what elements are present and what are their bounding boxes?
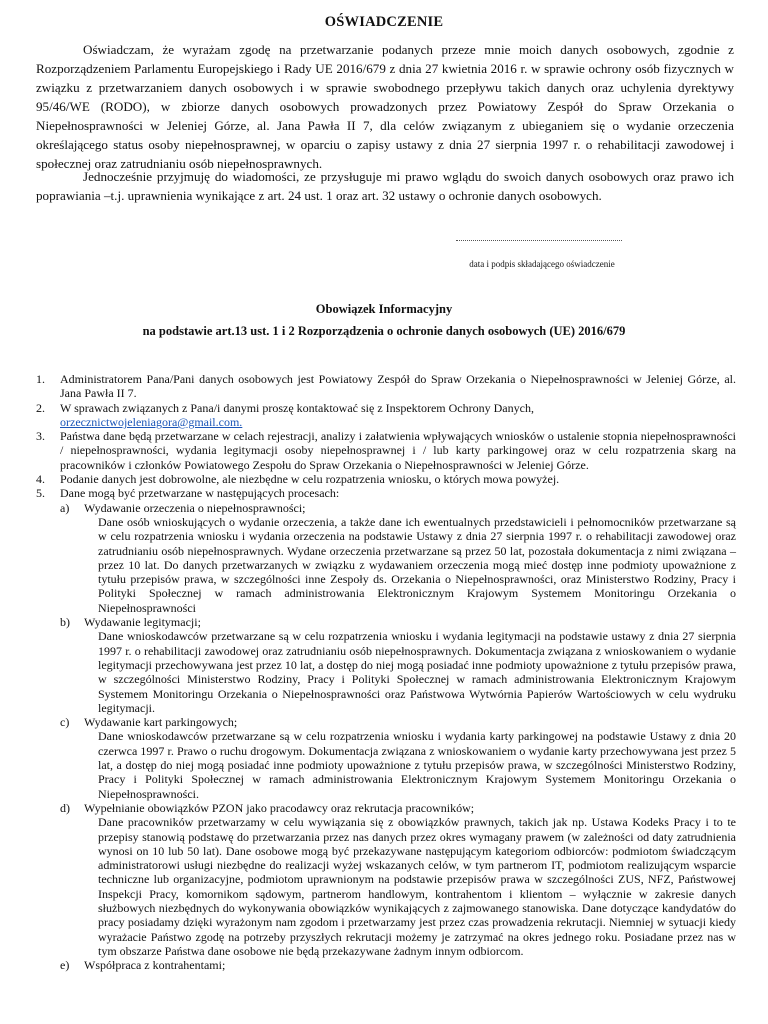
sub-letter: b): [60, 615, 70, 630]
signature-line: [456, 240, 622, 241]
list-item: [36, 472, 736, 486]
sub-letter: d): [60, 800, 70, 815]
list-text: Dane mogą być przetwarzane w następujących procesach:: [60, 486, 340, 501]
email-link[interactable]: orzecznictwojeleniagora@gmail.com.: [60, 414, 243, 429]
sub-item-d: [60, 801, 736, 958]
list-number: 3.: [36, 429, 45, 444]
sub-letter: c): [60, 715, 70, 730]
sub-item-e: [60, 958, 736, 972]
sub-item-c: [60, 715, 736, 801]
list-item: [36, 486, 736, 972]
sub-letter: a): [60, 500, 70, 515]
list-item: [36, 429, 736, 472]
consent-paragraph-2: Jednocześnie przyjmuję do wiadomości, ze przysługuje mi prawo wglądu do swoich danych osobowych oraz prawo ich poprawiania –t.j. uprawnienia wynikające z art. 24 ust. 1 oraz art. 32 ustawy o ochronie danych osobowych.: [36, 169, 734, 203]
signature-caption: data i podpis składającego oświadczenie: [469, 259, 615, 269]
consent-paragraph-1: Oświadczam, że wyrażam zgodę na przetwarzanie podanych przeze mnie moich danych osobowych, zgodnie z Rozporządzeniem Parlamentu Europejskiego i Rady UE 2016/679 z dnia 27 kwietnia 2016 r. w sprawie ochrony osób fizycznych w związku z przetwarzaniem danych osobowych i w sprawie swobodnego przepływu takich danych oraz uchylenia dyrektywy 95/46/WE (RODO), w zbiorze danych osobowych prowadzonych przez Powiatowy Zespół do Spraw Orzekania o Niepełnosprawności w Jeleniej Górze, al. Jana Pawła II 7, dla celów związanym z ubieganiem się o wydanie orzeczenia określającego status osoby niepełnosprawnej, w oparciu o zapisy ustawy z dnia 27 sierpnia 1997 r. o rehabilitacji zawodowej i społecznej oraz zatrudnianiu osób niepełnosprawnych.: [36, 42, 734, 171]
sub-heading: Wydawanie orzeczenia o niepełnosprawności;: [84, 500, 306, 515]
list-number: 4.: [36, 472, 45, 487]
list-text: Administratorem Pana/Pani danych osobowych jest Powiatowy Zespół do Spraw Orzekania o Niepełnosprawności w Jeleniej Górze, al. Jana Pawła II 7.: [60, 372, 736, 401]
sub-item-a: [60, 501, 736, 615]
sub-heading: Wydawanie legitymacji;: [84, 615, 201, 630]
sub-heading: Współpraca z kontrahentami;: [84, 958, 226, 973]
info-title: Obowiązek Informacyjny: [315, 302, 453, 316]
sub-body: Dane osób wnioskujących o wydanie orzeczenia, a także dane ich ewentualnych przedstawicieli i pełnomocników przetwarzane są w celu rozpatrzenia wniosku i wydania orzeczenia na podstawie Ustawy z dnia 27 sierpnia 1997 r. o rehabilitacji zawodowej oraz zatrudnianiu osób niepełnosprawnych. Wydane orzeczenia przetwarzane są przez 50 lat, pozostała dokumentacja z nimi związana – przez 10 lat. Do danych przetwarzanych w związku z wydawaniem orzeczenia mogą mieć dostęp inne podmioty upoważnione z tytułu przepisów prawa, w szczególności inne Zespoły ds. Orzekania o Niepełnosprawności, oraz Ministerstwo Rodziny, Pracy i Polityki Społecznej w ramach administrowania Elektronicznym Krajowym Systemem Monitoringu Orzekania o Niepełnosprawności: [98, 514, 736, 615]
info-list: [36, 372, 736, 972]
list-text: W sprawach związanych z Pana/i danymi proszę kontaktować się z Inspektorem Ochrony Danych,: [60, 400, 534, 415]
sub-body: Dane wnioskodawców przetwarzane są w celu rozpatrzenia wniosku i wydania karty parkingowej na podstawie Ustawy z dnia 20 czerwca 1997 r. Prawo o ruchu drogowym. Dokumentacja związana z wnioskowaniem o wydanie karty przechowywana jest przez 5 lat, a dostęp do niej mogą posiadać inne podmioty upoważnione z tytułu przepisów prawa, w szczególności Ministerstwo Rodziny, Pracy i Polityki Społecznej w ramach administrowania Elektronicznym Krajowym Systemem Monitoringu Orzekania o Niepełnosprawności.: [98, 729, 736, 801]
list-item: [36, 372, 736, 401]
list-text: Państwa dane będą przetwarzane w celach rejestracji, analizy i załatwienia wpływających wniosków o ustalenie stopnia niepełnosprawności / niepełnosprawności, wydania legitymacji osoby niepełnosprawnej i / lub karty parkingowej oraz w celu rozpatrzenia skarg na pracowników i członków Powiatowego Zespołu do Spraw Orzekania o Niepełnosprawności w Jeleniej Górze.: [60, 429, 736, 472]
sub-item-b: [60, 615, 736, 715]
sub-body: Dane wnioskodawców przetwarzane są w celu rozpatrzenia wniosku i wydania legitymacji na podstawie ustawy z dnia 27 sierpnia 1997 r. o rehabilitacji zawodowej oraz zatrudnianiu osób niepełnosprawnych. Dokumentacja związana z wnioskowaniem o wydanie legitymacji przechowywana jest przez 10 lat, a dostęp do niej mogą posiadać inne podmioty upoważnione z tytułu przepisów prawa, w szczególności Ministerstwo Rodziny, Pracy i Polityki Społecznej w ramach administrowania Elektronicznym Krajowym Systemem Monitoringu Orzekania o Niepełnosprawności oraz Państwowa Wytwórnia Papierów Wartościowych w celu wydruku legitymacji.: [98, 629, 736, 715]
list-number: 2.: [36, 400, 45, 415]
list-text: Podanie danych jest dobrowolne, ale niezbędne w celu rozpatrzenia wniosku, o których mowa powyżej.: [60, 472, 560, 487]
sub-heading: Wydawanie kart parkingowych;: [84, 715, 238, 730]
sub-body: Dane pracowników przetwarzamy w celu wywiązania się z obowiązków prawnych, takich jak np. Ustawa Kodeks Pracy i to te przepisy stanowią podstawę do przetwarzania przez nas danych przez okres wymagany prawem (w zależności od daty zatrudnienia wynosi on 10 lub 50 lat). Dane osobowe mogą być przekazywane następującym kategoriom odbiorców: podmiotom świadczącym administratorowi usługi niezbędne do realizacji wyżej wskazanych celów, w tym partnerom IT, podmiotom realizującym wsparcie techniczne lub organizacyjne, podmiotom uprawnionym na podstawie przepisów prawa w szczególności ZUS, NFZ, Państwowej Inspekcji Pracy, komornikom sądowym, partnerom handlowym, kontrahentom i klientom – wyłącznie w zakresie danych służbowych niezbędnych do wykonywania obowiązków wynikających z zajmowanego stanowiska. Dane dotyczące kandydatów do pracy posiadamy dzięki wyrażonym nam zgodom i przetwarzamy jest przez czas prowadzenia rekrutacji. Niemniej w sytuacji kiedy wyrażacie Państwo zgodę na potrzeby przyszłych rekrutacji możemy je zatrzymać na okres jednego roku. Posiadane przez nas w tym obszarze Państwa dane osobowe nie będą przekazywane żadnym innym odbiorcom.: [98, 815, 736, 958]
list-item: [36, 401, 736, 430]
list-number: 5.: [36, 486, 45, 501]
list-number: 1.: [36, 372, 45, 386]
sub-letter: e): [60, 958, 70, 973]
sub-heading: Wypełnianie obowiązków PZON jako pracodawcy oraz rekrutacja pracowników;: [84, 800, 475, 815]
info-subtitle: na podstawie art.13 ust. 1 i 2 Rozporządzenia o ochronie danych osobowych (UE) 2016/679: [142, 324, 626, 338]
document-title: OŚWIADCZENIE: [324, 14, 444, 30]
